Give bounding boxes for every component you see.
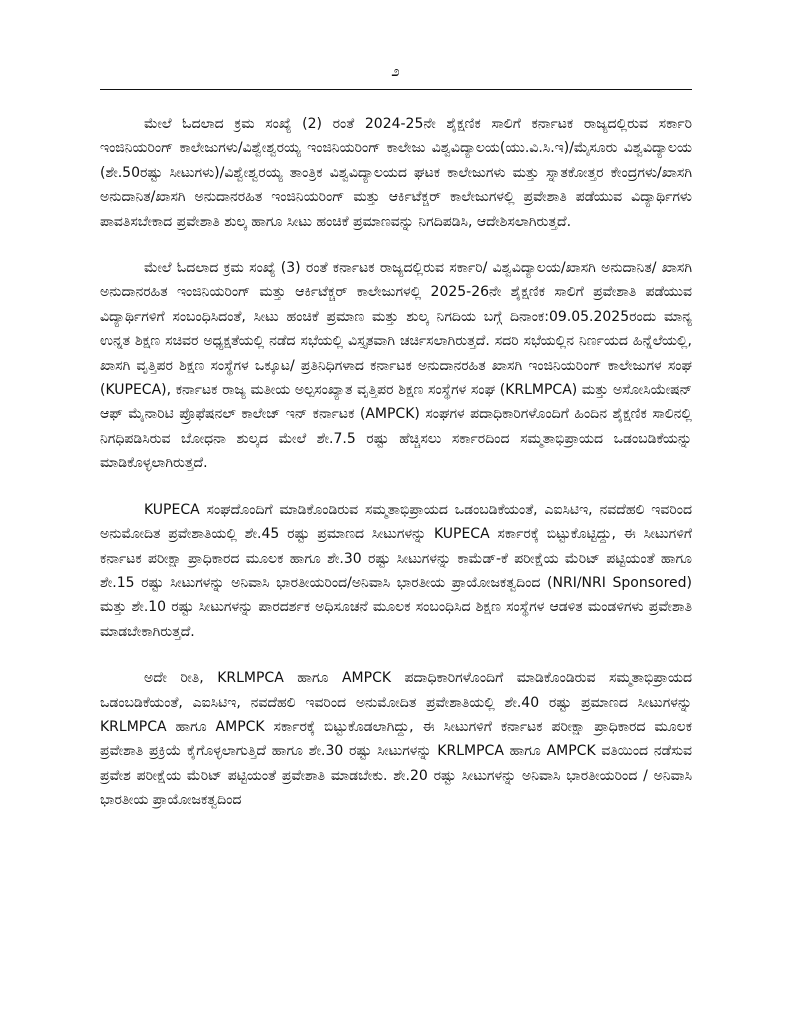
paragraph-4: ಅದೇ ರೀತಿ, KRLMPCA ಹಾಗೂ AMPCK ಪದಾಧಿಕಾರಿಗಳೊಂದಿಗೆ ಮಾಡಿಕೊಂಡಿರುವ ಸಮ್ಮತಾಭಿಪ್ರಾಯದ ಒಡಂಬಡಿಕೆಯಂತೆ, ಎಐಸಿಟಿಇ, ನವದೆಹಲಿ ಇವರಿಂದ ಅನುಮೋದಿತ ಪ್ರವೇಶಾತಿಯಲ್ಲಿ ಶೇ.40 ರಷ್ಟು ಪ್ರಮಾಣದ ಸೀಟುಗಳನ್ನು KRLMPCA ಹಾಗೂ AMPCK ಸರ್ಕಾರಕ್ಕೆ ಬಿಟ್ಟುಕೊಡಲಾಗಿದ್ದು, ಈ ಸೀಟುಗಳಿಗೆ ಕರ್ನಾಟಕ ಪರೀಕ್ಷಾ ಪ್ರಾಧಿಕಾರದ ಮೂಲಕ ಪ್ರವೇಶಾತಿ ಪ್ರಕ್ರಿಯೆ ಕೈಗೊಳ್ಳಲಾಗುತ್ತಿದೆ ಹಾಗೂ ಶೇ.30 ರಷ್ಟು ಸೀಟುಗಳನ್ನು KRLMPCA ಹಾಗೂ AMPCK ವತಿಯಿಂದ ನಡೆಸುವ ಪ್ರವೇಶ ಪರೀಕ್ಷೆಯ ಮೆರಿಟ್ ಪಟ್ಟಿಯಂತೆ ಪ್ರವೇಶಾತಿ ಮಾಡಬೇಕು. ಶೇ.20 ರಷ್ಟು ಸೀಟುಗಳನ್ನು ಅನಿವಾಸಿ ಭಾರತೀಯರಿಂದ / ಅನಿವಾಸಿ ಭಾರತೀಯ ಪ್ರಾಯೋಜಕತ್ವದಿಂದ [100,670,692,809]
header-rule [100,89,692,90]
body-text [100,112,692,813]
paragraph-3: KUPECA ಸಂಘದೊಂದಿಗೆ ಮಾಡಿಕೊಂಡಿರುವ ಸಮ್ಮತಾಭಿಪ್ರಾಯದ ಒಡಂಬಡಿಕೆಯಂತೆ, ಎಐಸಿಟಿಇ, ನವದೆಹಲಿ ಇವರಿಂದ ಅನುಮೋದಿತ ಪ್ರವೇಶಾತಿಯಲ್ಲಿ ಶೇ.45 ರಷ್ಟು ಪ್ರಮಾಣದ ಸೀಟುಗಳನ್ನು KUPECA ಸರ್ಕಾರಕ್ಕೆ ಬಿಟ್ಟುಕೊಟ್ಟಿದ್ದು, ಈ ಸೀಟುಗಳಿಗೆ ಕರ್ನಾಟಕ ಪರೀಕ್ಷಾ ಪ್ರಾಧಿಕಾರದ ಮೂಲಕ ಹಾಗೂ ಶೇ.30 ರಷ್ಟು ಸೀಟುಗಳನ್ನು ಕಾಮೆಡ್-ಕೆ ಪರೀಕ್ಷೆಯ ಮೆರಿಟ್ ಪಟ್ಟಿಯಂತೆ ಹಾಗೂ ಶೇ.15 ರಷ್ಟು ಸೀಟುಗಳನ್ನು ಅನಿವಾಸಿ ಭಾರತೀಯರಿಂದ/ಅನಿವಾಸಿ ಭಾರತೀಯ ಪ್ರಾಯೋಜಕತ್ವದಿಂದ (NRI/NRI Sponsored) ಮತ್ತು ಶೇ.10 ರಷ್ಟು ಸೀಟುಗಳನ್ನು ಪಾರದರ್ಶಕ ಅಧಿಸೂಚನೆ ಮೂಲಕ ಸಂಬಂಧಿಸಿದ ಶಿಕ್ಷಣ ಸಂಸ್ಥೆಗಳ ಆಡಳಿತ ಮಂಡಳಿಗಳು ಪ್ರವೇಶಾತಿ ಮಾಡಬೇಕಾಗಿರುತ್ತದೆ. [100,501,692,640]
page-number: ೨ [391,62,400,80]
paragraph-1: ಮೇಲೆ ಓದಲಾದ ಕ್ರಮ ಸಂಖ್ಯೆ (2) ರಂತೆ 2024-25ನೇ ಶೈಕ್ಷಣಿಕ ಸಾಲಿಗೆ ಕರ್ನಾಟಕ ರಾಜ್ಯದಲ್ಲಿರುವ ಸರ್ಕಾರಿ ಇಂಜಿನಿಯರಿಂಗ್ ಕಾಲೇಜುಗಳು/ವಿಶ್ವೇಶ್ವರಯ್ಯ ಇಂಜಿನಿಯರಿಂಗ್ ಕಾಲೇಜು ವಿಶ್ವವಿದ್ಯಾಲಯ(ಯು.ವಿ.ಸಿ.ಇ)/ಮೈಸೂರು ವಿಶ್ವವಿದ್ಯಾಲಯ (ಶೇ.50ರಷ್ಟು ಸೀಟುಗಳು)/ವಿಶ್ವೇಶ್ವರಯ್ಯ ತಾಂತ್ರಿಕ ವಿಶ್ವವಿದ್ಯಾಲಯದ ಘಟಕ ಕಾಲೇಜುಗಳು ಮತ್ತು ಸ್ನಾತಕೋತ್ತರ ಕೇಂದ್ರಗಳು/ಖಾಸಗಿ ಅನುದಾನಿತ/ಖಾಸಗಿ ಅನುದಾನರಹಿತ ಇಂಜಿನಿಯರಿಂಗ್ ಮತ್ತು ಆರ್ಕಿಟೆಕ್ಚರ್ ಕಾಲೇಜುಗಳಲ್ಲಿ ಪ್ರವೇಶಾತಿ ಪಡೆಯುವ ವಿದ್ಯಾರ್ಥಿಗಳು ಪಾವತಿಸಬೇಕಾದ ಪ್ರವೇಶಾತಿ ಶುಲ್ಕ ಹಾಗೂ ಸೀಟು ಹಂಚಿಕೆ ಪ್ರಮಾಣವನ್ನು ನಿಗದಿಪಡಿಸಿ, ಆದೇಶಿಸಲಾಗಿರುತ್ತದೆ. [100,116,692,230]
paragraph-2: ಮೇಲೆ ಓದಲಾದ ಕ್ರಮ ಸಂಖ್ಯೆ (3) ರಂತೆ ಕರ್ನಾಟಕ ರಾಜ್ಯದಲ್ಲಿರುವ ಸರ್ಕಾರಿ/ ವಿಶ್ವವಿದ್ಯಾಲಯ/ಖಾಸಗಿ ಅನುದಾನಿತ/ ಖಾಸಗಿ ಅನುದಾನರಹಿತ ಇಂಜಿನಿಯರಿಂಗ್ ಮತ್ತು ಆರ್ಕಿಟೆಕ್ಚರ್ ಕಾಲೇಜುಗಳಲ್ಲಿ 2025-26ನೇ ಶೈಕ್ಷಣಿಕ ಸಾಲಿಗೆ ಪ್ರವೇಶಾತಿ ಪಡೆಯುವ ವಿದ್ಯಾರ್ಥಿಗಳಿಗೆ ಸಂಬಂಧಿಸಿದಂತೆ, ಸೀಟು ಹಂಚಿಕೆ ಪ್ರಮಾಣ ಮತ್ತು ಶುಲ್ಕ ನಿಗದಿಯ ಬಗ್ಗೆ ದಿನಾಂಕ:09.05.2025ರಂದು ಮಾನ್ಯ ಉನ್ನತ ಶಿಕ್ಷಣ ಸಚಿವರ ಅಧ್ಯಕ್ಷತೆಯಲ್ಲಿ ನಡೆದ ಸಭೆಯಲ್ಲಿ ವಿಸ್ತೃತವಾಗಿ ಚರ್ಚಿಸಲಾಗಿರುತ್ತದೆ. ಸದರಿ ಸಭೆಯಲ್ಲಿನ ನಿರ್ಣಯದ ಹಿನ್ನೆಲೆಯಲ್ಲಿ, ಖಾಸಗಿ ವೃತ್ತಿಪರ ಶಿಕ್ಷಣ ಸಂಸ್ಥೆಗಳ ಒಕ್ಕೂಟ/ ಪ್ರತಿನಿಧಿಗಳಾದ ಕರ್ನಾಟಕ ಅನುದಾನರಹಿತ ಖಾಸಗಿ ಇಂಜಿನಿಯರಿಂಗ್ ಕಾಲೇಜುಗಳ ಸಂಘ (KUPECA), ಕರ್ನಾಟಕ ರಾಜ್ಯ ಮತೀಯ ಅಲ್ಪಸಂಖ್ಯಾತ ವೃತ್ತಿಪರ ಶಿಕ್ಷಣ ಸಂಸ್ಥೆಗಳ ಸಂಘ (KRLMPCA) ಮತ್ತು ಅಸೋಸಿಯೇಷನ್ ಆಫ್ ಮೈನಾರಿಟಿ ಪ್ರೊಫೆಷನಲ್ ಕಾಲೇಜ್ ಇನ್ ಕರ್ನಾಟಕ (AMPCK) ಸಂಘಗಳ ಪದಾಧಿಕಾರಿಗಳೊಂದಿಗೆ ಹಿಂದಿನ ಶೈಕ್ಷಣಿಕ ಸಾಲಿನಲ್ಲಿ ನಿಗಧಿಪಡಿಸಿರುವ ಬೋಧನಾ ಶುಲ್ಕದ ಮೇಲೆ ಶೇ.7.5 ರಷ್ಟು ಹೆಚ್ಚಿಸಲು ಸರ್ಕಾರದಿಂದ ಸಮ್ಮತಾಭಿಪ್ರಾಯದ ಒಡಂಬಡಿಕೆಯನ್ನು ಮಾಡಿಕೊಳ್ಳಲಾಗಿರುತ್ತದೆ. [100,260,692,472]
